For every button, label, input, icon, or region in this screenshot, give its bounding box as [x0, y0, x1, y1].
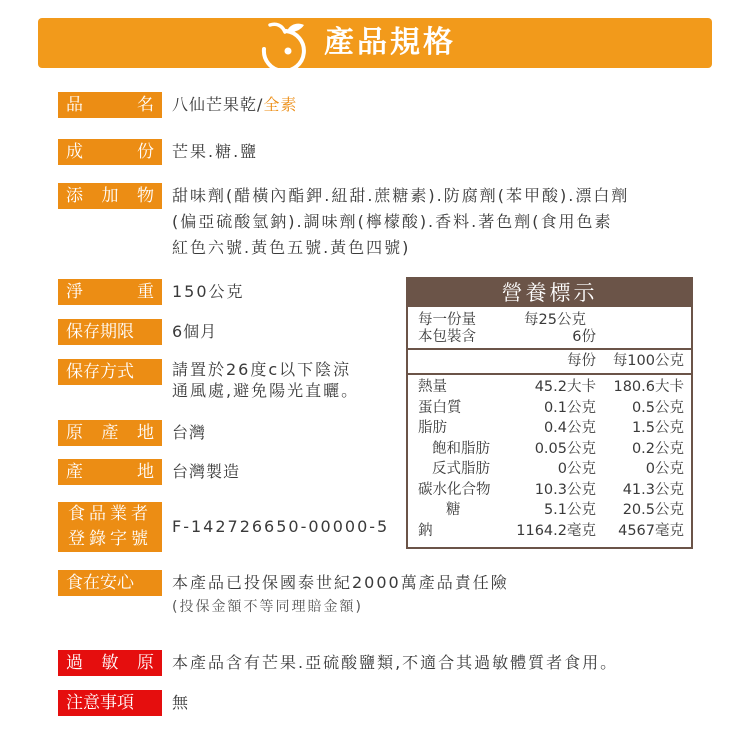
- label-char: 產: [66, 462, 83, 482]
- product-name-value: [172, 92, 297, 118]
- nutrient-name: 蛋白質: [418, 399, 462, 416]
- divider: [408, 373, 691, 375]
- label-char: 原: [66, 423, 83, 443]
- product-name-text: 八仙芒果乾/: [172, 95, 264, 114]
- nutrient-name: 反式脂肪: [432, 461, 490, 477]
- col-header-per-100g: 每100公克: [612, 353, 684, 369]
- additives-value: [172, 183, 712, 261]
- nutrient-per-100g: 41.3公克: [622, 481, 684, 498]
- label-char: 地: [137, 423, 154, 443]
- divider: [408, 348, 691, 350]
- servings-label: 本包裝含: [418, 329, 476, 345]
- label-text: 注意事項: [66, 693, 134, 713]
- orange-fruit-logo-icon: [256, 21, 314, 71]
- origin-label: [58, 420, 162, 446]
- label-char: 地: [137, 462, 154, 482]
- nutrition-title: 營養標示: [408, 279, 691, 307]
- nutrient-per-100g: 0公克: [645, 461, 684, 477]
- label-char: 過: [66, 653, 83, 673]
- nutrient-per-100g: 180.6大卡: [613, 379, 684, 395]
- label-char: 淨: [66, 282, 83, 302]
- nutrient-per-100g: 20.5公克: [622, 502, 684, 518]
- storage-line: 通風處,避免陽光直曬。: [172, 381, 360, 400]
- additives-line: 紅色六號.黃色五號.黃色四號): [172, 238, 411, 257]
- serving-size-label: 每一份量: [418, 312, 476, 328]
- nutrient-per-serving: 0.1公克: [543, 399, 596, 416]
- label-char: 名: [137, 95, 154, 115]
- label-char: 敏: [101, 653, 119, 673]
- nutrient-per-serving: 10.3公克: [534, 481, 596, 498]
- label-char: 重: [137, 282, 154, 302]
- safety-note: (投保金額不等同理賠金額): [172, 599, 363, 615]
- storage-value: [172, 359, 359, 401]
- origin-value: 台灣: [172, 423, 207, 442]
- storage-line: 請置於26度c以下陰涼: [172, 360, 352, 379]
- nutrient-per-serving: 0.4公克: [543, 420, 596, 436]
- nutrient-name: 熱量: [418, 379, 447, 395]
- nutrition-table: [406, 277, 693, 549]
- nutrient-per-serving: 5.1公克: [543, 502, 596, 518]
- label-text: 食在安心: [66, 573, 134, 593]
- label-text: 保存方式: [66, 362, 134, 382]
- manufacture-place-value: 台灣製造: [172, 462, 241, 481]
- safety-value: [172, 570, 509, 618]
- label-char: 原: [137, 653, 154, 673]
- label-text: 保存期限: [66, 322, 134, 342]
- ingredients-value: 芒果.糖.鹽: [172, 142, 259, 161]
- label-line: 登錄字號: [68, 529, 152, 549]
- notice-label: [58, 690, 162, 716]
- storage-label: [58, 359, 162, 385]
- nutrient-per-100g: 0.2公克: [631, 440, 684, 457]
- nutrient-name: 脂肪: [418, 420, 447, 436]
- label-char: 加: [101, 186, 119, 206]
- vegan-badge: 全素: [263, 95, 298, 114]
- product-name-label: [58, 92, 162, 118]
- additives-line: (偏亞硫酸氫鈉).調味劑(檸檬酸).香料.著色劑(食用色素: [172, 212, 613, 231]
- nutrient-per-serving: 0.05公克: [534, 440, 596, 457]
- nutrient-per-serving: 0公克: [557, 461, 596, 477]
- safety-text: 本產品已投保國泰世紀2000萬產品責任險: [172, 573, 509, 592]
- allergen-value: 本產品含有芒果.亞硫酸鹽類,不適合其過敏體質者食用。: [172, 653, 619, 672]
- page-title: 產品規格: [324, 25, 456, 60]
- label-char: 品: [66, 95, 83, 115]
- shelf-life-value: 6個月: [172, 322, 218, 341]
- nutrient-per-100g: 4567毫克: [618, 522, 684, 539]
- nutrient-name: 碳水化合物: [418, 481, 491, 498]
- label-line: 食品業者: [68, 504, 152, 524]
- safety-label: [58, 570, 162, 596]
- notice-value: 無: [172, 693, 190, 712]
- net-weight-value: 150公克: [172, 282, 245, 301]
- registration-value: F-142726650-00000-5: [172, 517, 390, 536]
- registration-label: [58, 502, 162, 552]
- header-banner: [38, 18, 712, 68]
- manufacture-place-label: [58, 459, 162, 485]
- nutrient-name: 糖: [446, 502, 461, 518]
- servings-value: 6份: [572, 329, 596, 345]
- label-char: 物: [137, 186, 154, 206]
- serving-size-value: 每25公克: [524, 312, 586, 328]
- nutrient-per-100g: 0.5公克: [631, 399, 684, 416]
- additives-line: 甜味劑(醋橫內酯鉀.紐甜.蔗糖素).防腐劑(苯甲酸).漂白劑: [172, 186, 630, 205]
- nutrient-per-serving: 1164.2毫克: [516, 522, 596, 539]
- additives-label: [58, 183, 162, 209]
- ingredients-label: [58, 139, 162, 165]
- label-char: 成: [66, 142, 83, 162]
- nutrient-name: 飽和脂肪: [432, 440, 490, 457]
- nutrient-per-serving: 45.2大卡: [534, 379, 596, 395]
- label-char: 份: [137, 142, 154, 162]
- shelf-life-label: [58, 319, 162, 345]
- net-weight-label: [58, 279, 162, 305]
- label-char: 產: [101, 423, 119, 443]
- nutrient-per-100g: 1.5公克: [631, 420, 684, 436]
- label-char: 添: [66, 186, 83, 206]
- allergen-label: [58, 650, 162, 676]
- nutrient-name: 鈉: [418, 522, 433, 539]
- col-header-per-serving: 每份: [567, 353, 596, 369]
